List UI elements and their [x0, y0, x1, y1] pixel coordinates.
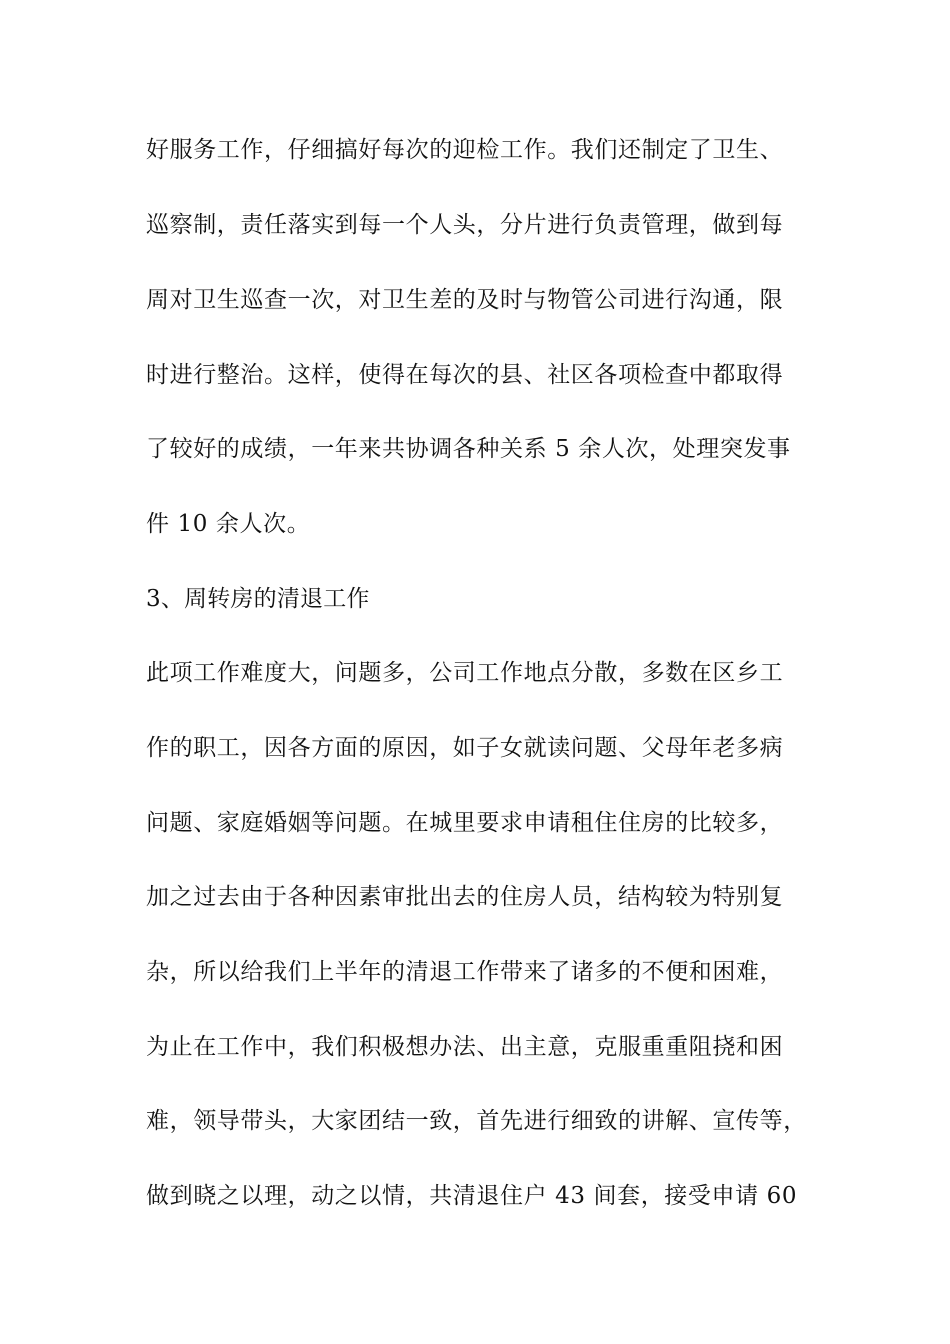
section-heading: 3、周转房的清退工作: [146, 586, 370, 612]
paragraph-line: 问题、家庭婚姻等问题。在城里要求申请租住住房的比较多，: [146, 810, 784, 836]
paragraph-line: 加之过去由于各种因素审批出去的住房人员，结构较为特别复: [146, 884, 784, 910]
paragraph-line: 巡察制，责任落实到每一个人头，分片进行负责管理，做到每: [146, 212, 784, 238]
paragraph-line: 好服务工作，仔细搞好每次的迎检工作。我们还制定了卫生、: [146, 137, 784, 163]
paragraph-line: 为止在工作中，我们积极想办法、出主意，克服重重阻挠和困: [146, 1034, 784, 1060]
paragraph-line: 做到晓之以理，动之以情，共清退住户 43 间套，接受申请 60: [146, 1183, 798, 1209]
paragraph-line: 周对卫生巡查一次，对卫生差的及时与物管公司进行沟通，限: [146, 287, 784, 313]
paragraph-line: 了较好的成绩，一年来共协调各种关系 5 余人次，处理突发事: [146, 436, 791, 462]
paragraph-line: 杂，所以给我们上半年的清退工作带来了诸多的不便和困难，: [146, 959, 784, 985]
paragraph-line: 难，领导带头，大家团结一致，首先进行细致的讲解、宣传等，: [146, 1108, 807, 1134]
paragraph-line: 作的职工，因各方面的原因，如子女就读问题、父母年老多病: [146, 735, 784, 761]
paragraph-line: 时进行整治。这样，使得在每次的县、社区各项检查中都取得: [146, 362, 784, 388]
paragraph-line: 件 10 余人次。: [146, 511, 311, 537]
paragraph-line: 此项工作难度大，问题多，公司工作地点分散，多数在区乡工: [146, 660, 784, 686]
